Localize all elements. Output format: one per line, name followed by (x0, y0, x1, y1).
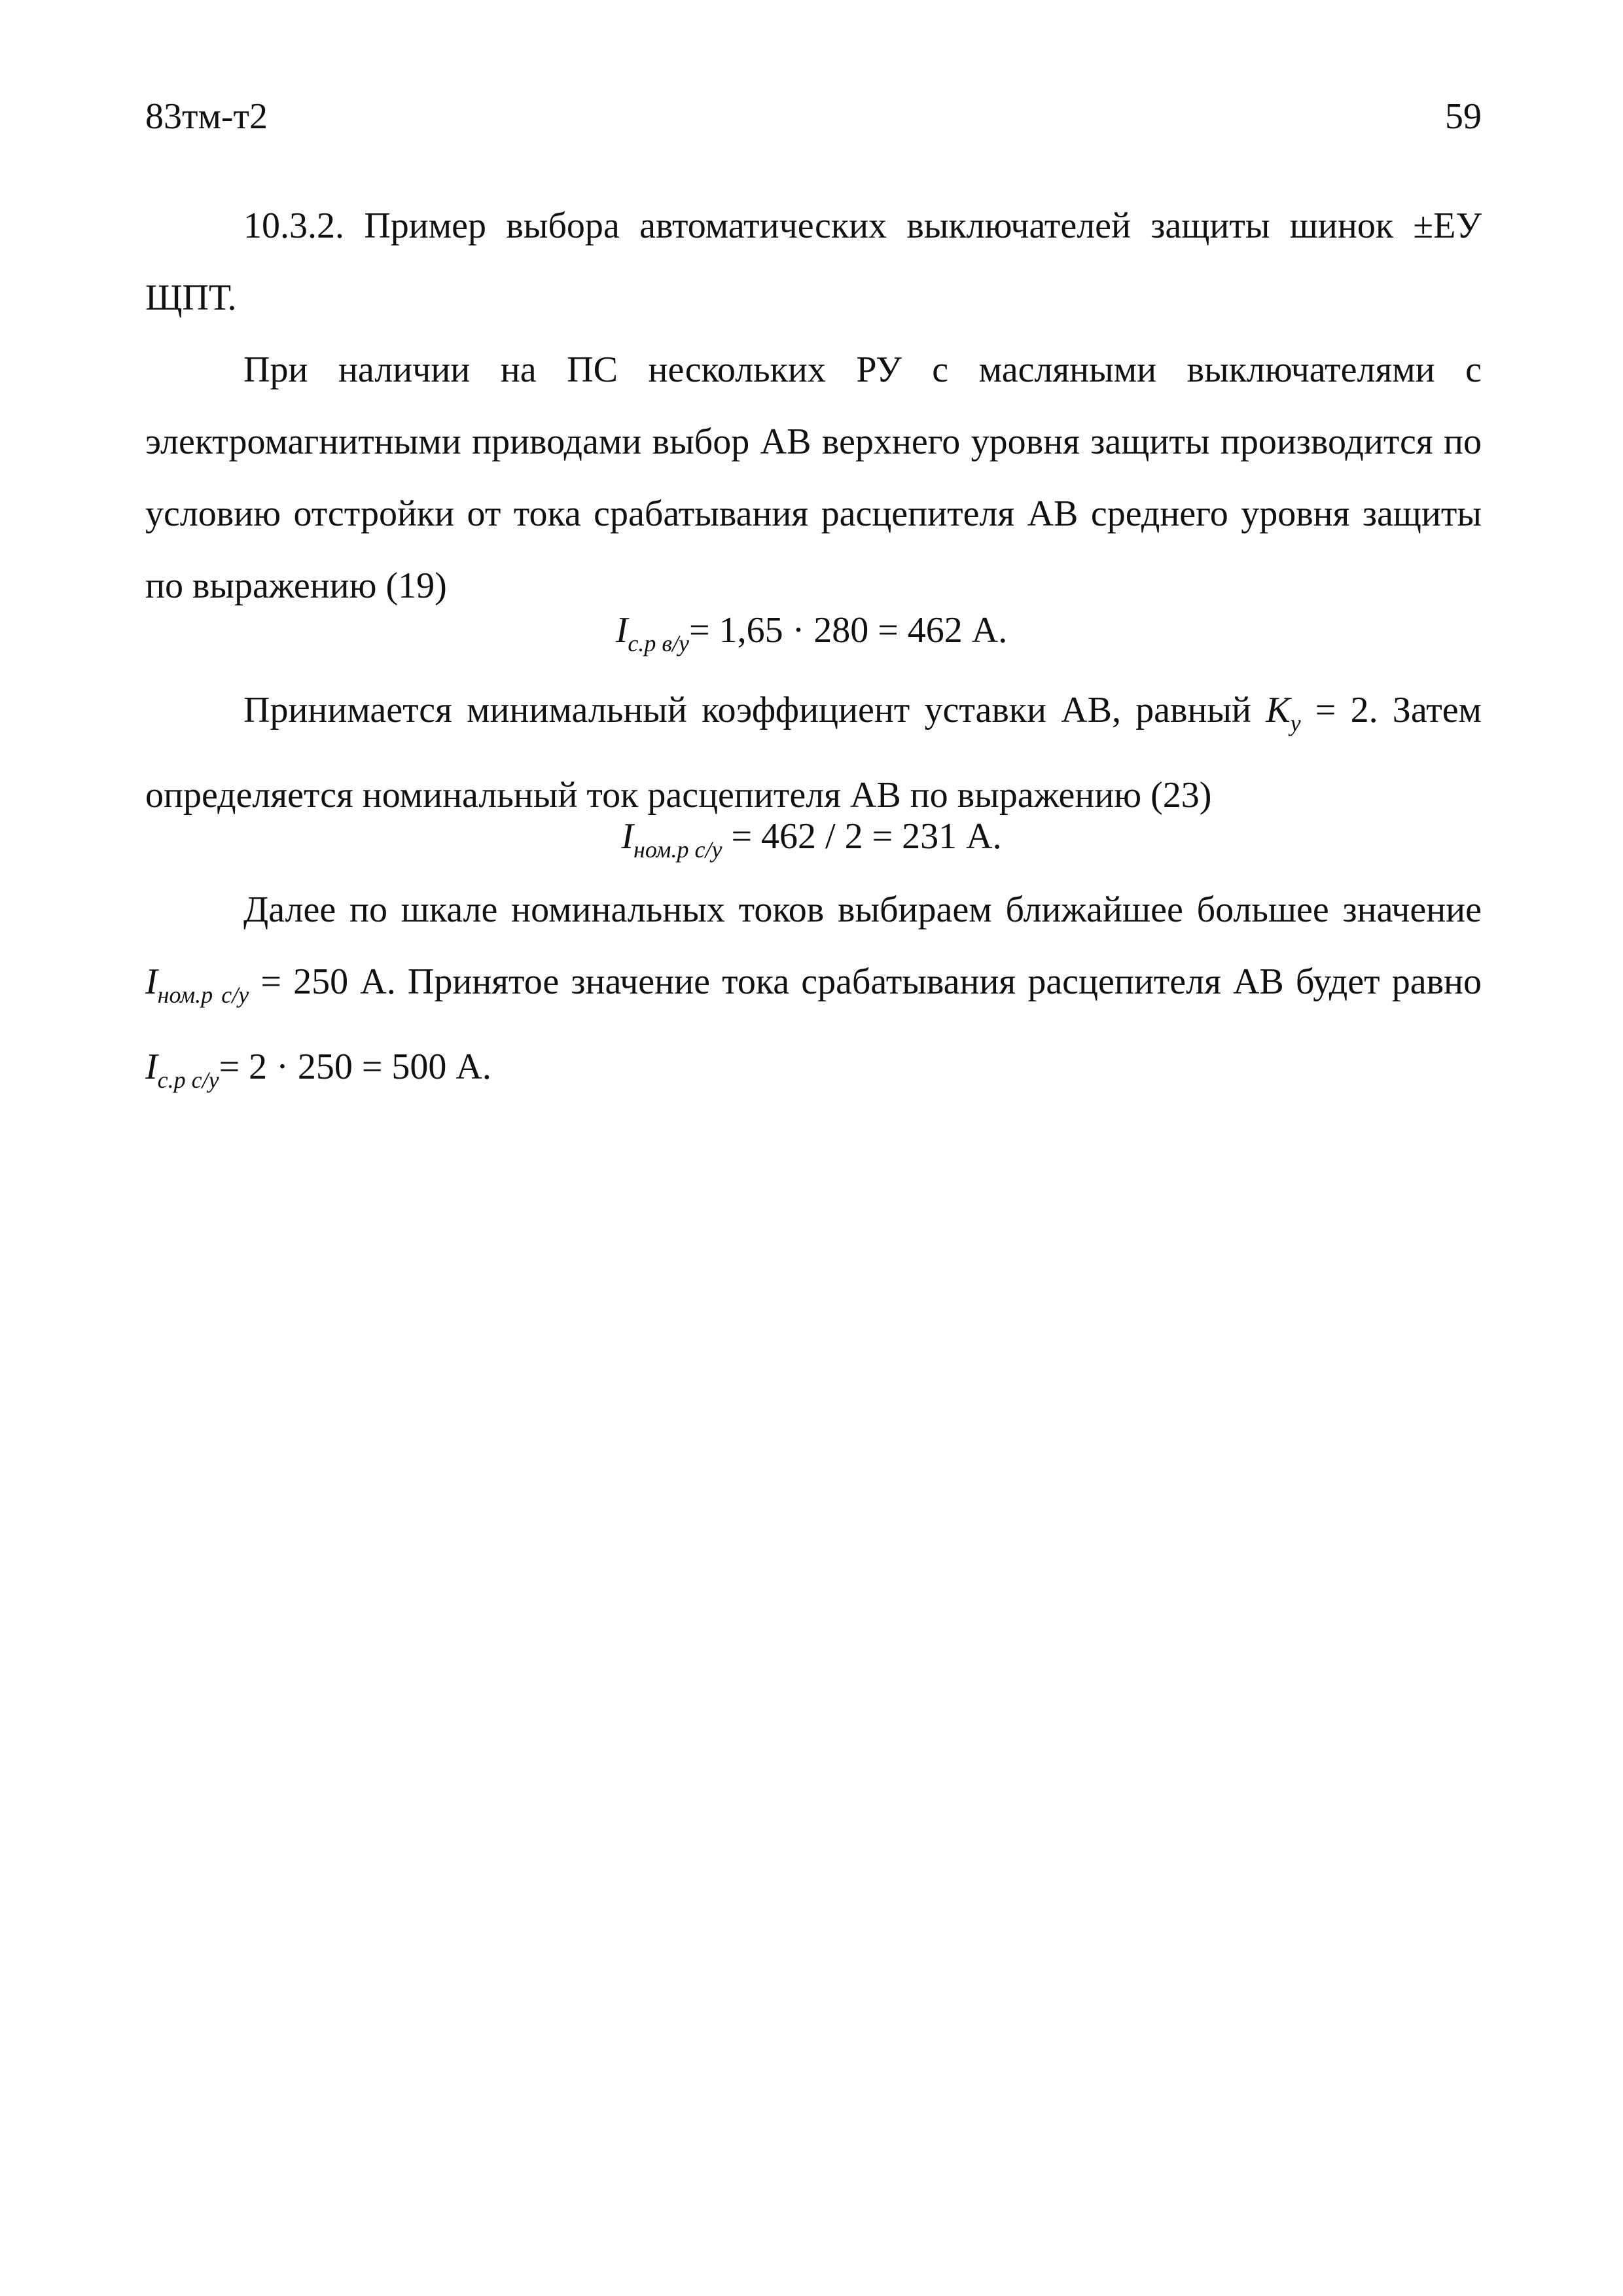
formula-expression: = 1,65 · 280 = 462 А. (688, 610, 1008, 651)
paragraph-3 (145, 874, 1482, 1116)
formula-variable: I (615, 610, 628, 651)
paragraph-2-text-start: Принимается минимальный коэффициент уставки АВ, равный (243, 690, 1266, 730)
formula-nominal-current (0, 818, 1623, 861)
paragraph-3-text-3: = 2 · 250 = 500 А. (219, 1047, 491, 1087)
paragraph-2-text-end: = 2. Затем определяется номинальный ток расцепителя АВ по выражению (23) (145, 690, 1482, 816)
coefficient-variable: K (1266, 690, 1291, 730)
current-subscript: ном.р с/у (157, 982, 249, 1008)
formula-subscript: с.р в/у (628, 630, 689, 656)
formula-variable: I (621, 816, 634, 857)
formula-subscript: ном.р с/у (633, 836, 722, 863)
formula-trip-current-upper (0, 612, 1623, 655)
page-number: 59 (1445, 96, 1482, 137)
section-title: 10.3.2. Пример выбора автоматических выключателей защиты шинок ±ЕУ ЩПТ. (145, 206, 1482, 318)
current-variable: I (145, 961, 158, 1002)
paragraph-3-text-2: = 250 А. Принятое значение тока срабатывания расцепителя АВ будет равно (249, 961, 1482, 1002)
paragraph-2 (145, 674, 1482, 831)
current-subscript: с.р с/у (157, 1067, 219, 1093)
paragraph-3-text-1: Далее по шкале номинальных токов выбираем ближайшее большее значение (243, 889, 1482, 930)
paragraph-1: При наличии на ПС нескольких РУ с масляными выключателями с электромагнитными приводами выбор АВ верхнего уровня защиты производится по условию отстройки от тока срабатывания расцепителя АВ среднего уровня защиты по выражению (19) (145, 350, 1482, 606)
coefficient-subscript: у (1290, 710, 1301, 736)
current-variable: I (145, 1047, 158, 1087)
formula-expression: = 462 / 2 = 231 А. (722, 816, 1002, 857)
document-code: 83тм-т2 (145, 96, 268, 137)
